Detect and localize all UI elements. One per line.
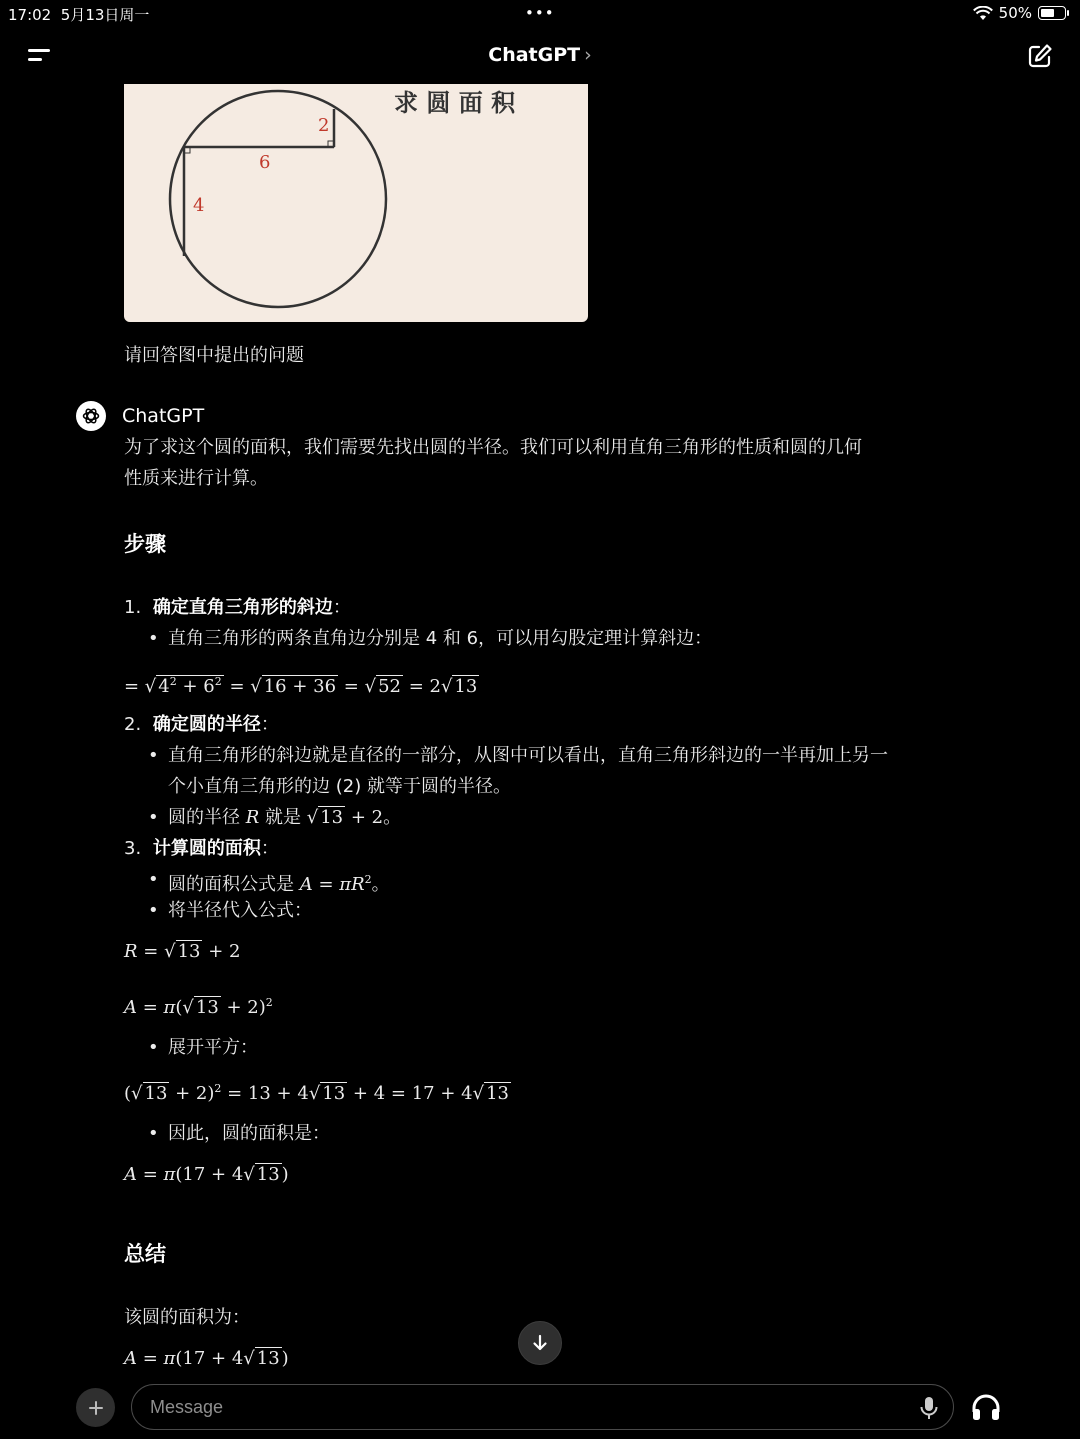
step-1-title: 确定直角三角形的斜边 (152, 597, 333, 618)
message-input[interactable] (150, 1393, 890, 1421)
equation-area-substituted: A = π(√ 13 + 2)$^2$ (124, 996, 273, 1018)
image-label-4: 4 (193, 195, 205, 216)
intro-line-1: 为了求这个圆的面积，我们需要先找出圆的半径。我们可以利用直角三角形的性质和圆的几何 (124, 437, 862, 458)
equation-final: A = π(17 + 4√ 13 ) (124, 1348, 289, 1369)
status-bar (0, 0, 1080, 28)
intro-line-2: 性质来进行计算。 (124, 468, 268, 489)
chatgpt-logo-icon (76, 401, 106, 431)
top-bar (0, 28, 1080, 84)
equation-area-result: A = π(17 + 4√ 13 ) (124, 1164, 289, 1185)
step-3: 3. 计算圆的面积： (124, 838, 279, 859)
image-label-6: 6 (259, 152, 271, 173)
multitasking-dots[interactable]: ••• (525, 4, 555, 22)
battery-icon (1038, 6, 1066, 20)
summary-text: 该圆的面积为： (124, 1307, 250, 1328)
plus-icon[interactable] (76, 1388, 115, 1427)
arrow-down-icon (531, 1334, 549, 1352)
image-label-2: 2 (318, 115, 330, 136)
edit-icon[interactable] (1026, 42, 1054, 70)
step-1: 1. 确定直角三角形的斜边： (124, 597, 351, 618)
model-title[interactable]: ChatGPT › (488, 44, 592, 66)
step-1-number: 1. (124, 597, 142, 618)
equation-expand: (√ 13 + 2)$^2$ = 13 + 4√ 13 + 4 = 17 + 4√ 13 (124, 1082, 509, 1104)
step-2-bullet-1-cont: 个小直角三角形的边 (2) 就等于圆的半径。 (168, 776, 511, 797)
wifi-icon (973, 6, 993, 21)
scroll-down-button[interactable] (518, 1321, 562, 1365)
steps-heading: 步骤 (124, 532, 166, 556)
summary-heading: 总结 (124, 1242, 166, 1266)
status-time: 17:02 5月13日周一 (8, 6, 150, 24)
headphones-icon[interactable] (970, 1392, 1002, 1422)
message-input-box[interactable] (131, 1384, 954, 1430)
chevron-right-icon: › (584, 44, 592, 66)
step-3-title: 计算圆的面积 (152, 838, 261, 859)
step-2-title: 确定圆的半径 (152, 714, 261, 735)
battery-percent: 50% (998, 4, 1032, 22)
equation-radius: R = √ 13 + 2 (124, 941, 241, 962)
uploaded-image[interactable] (124, 84, 588, 322)
equation-hypotenuse: = √ $4^2 + 6^2$ = √ 16 + 36 = √ 52 = 2√ 13 (124, 675, 478, 697)
assistant-name: ChatGPT (122, 405, 205, 427)
image-title: 求 圆 面 积 (394, 89, 516, 117)
mic-icon[interactable] (919, 1396, 939, 1420)
step-2: 2. 确定圆的半径： (124, 714, 279, 735)
user-message: 请回答图中提出的问题 (124, 345, 304, 366)
